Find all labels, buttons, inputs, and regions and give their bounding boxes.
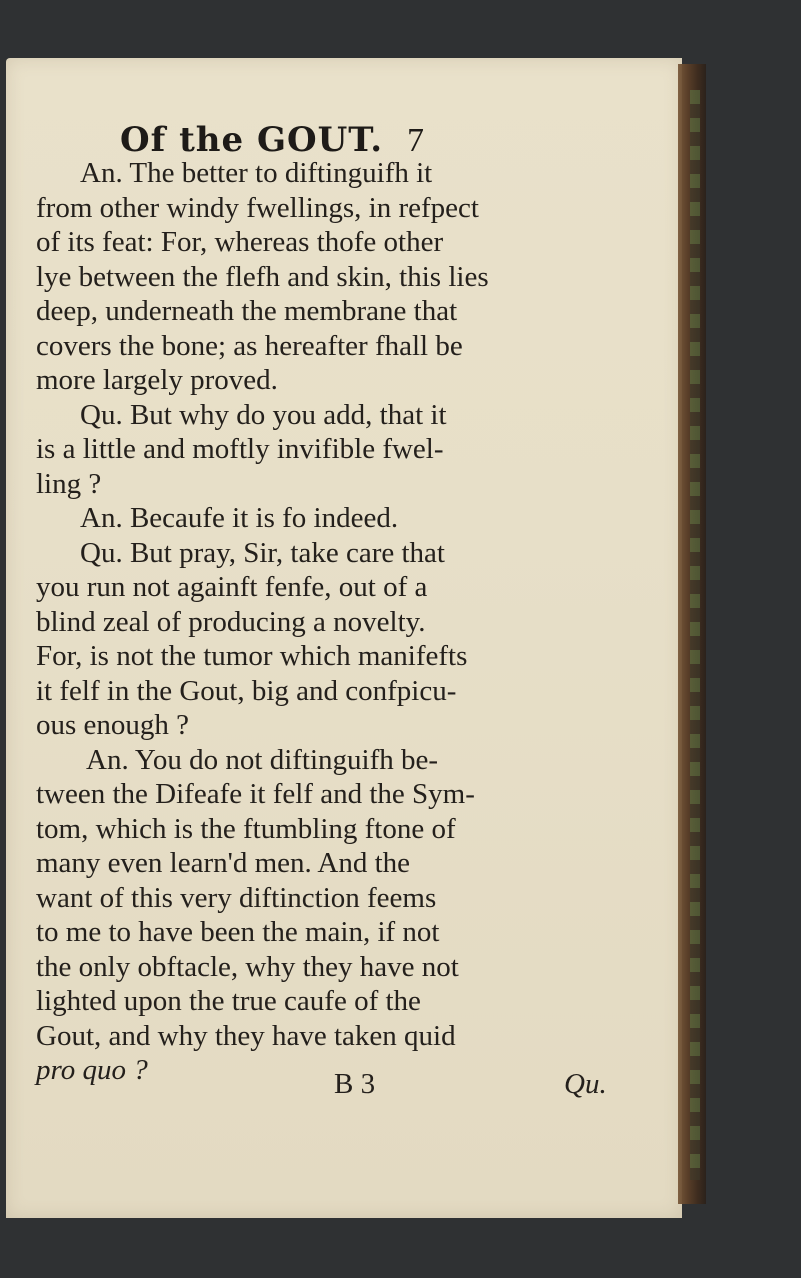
- text-line: An. Becaufe it is fo indeed.: [80, 502, 399, 534]
- running-title: Of the GOUT.: [120, 120, 384, 160]
- text-line: ling ?: [36, 467, 102, 500]
- text-line: many even learn'd men. And the: [36, 847, 411, 879]
- text-line: the only obftacle, why they have not: [36, 950, 459, 983]
- text-line: from other windy fwellings, in refpect: [36, 191, 479, 224]
- text-line: For, is not the tumor which manifefts: [36, 640, 468, 672]
- text-line: ous enough ?: [36, 709, 190, 741]
- text-line: An. You do not diftinguifh be-: [86, 743, 439, 776]
- text-line: tween the Difeafe it felf and the Sym-: [36, 778, 475, 810]
- text-line: pro quo ?: [36, 1054, 148, 1086]
- text-line: Gout, and why they have taken quid: [36, 1019, 456, 1052]
- page-header: [120, 120, 520, 160]
- book-edge-pattern: [690, 90, 700, 1180]
- text-line: want of this very diftinction feems: [36, 881, 437, 914]
- text-line: is a little and moftly invifible fwel-: [36, 433, 444, 465]
- text-line: of its feat: For, whereas thofe other: [36, 226, 444, 258]
- text-line: you run not againft fenfe, out of a: [36, 571, 428, 603]
- text-line: blind zeal of producing a novelty.: [36, 605, 426, 638]
- text-line: more largely proved.: [36, 364, 278, 396]
- text-line: to me to have been the main, if not: [36, 916, 440, 948]
- body-text: [36, 156, 676, 1088]
- text-line: covers the bone; as hereafter fhall be: [36, 329, 463, 362]
- text-line: An. The better to diftinguifh it: [80, 157, 433, 189]
- catchword: Qu.: [564, 1068, 607, 1100]
- text-line: Qu. But why do you add, that it: [80, 398, 447, 431]
- signature-mark: B 3: [334, 1068, 376, 1100]
- text-line: it felf in the Gout, big and confpicu-: [36, 674, 457, 707]
- page-number: 7: [407, 122, 425, 159]
- text-line: lighted upon the true caufe of the: [36, 985, 421, 1017]
- text-line: lye between the flefh and skin, this lies: [36, 260, 489, 293]
- text-line: tom, which is the ftumbling ftone of: [36, 812, 456, 845]
- text-line: Qu. But pray, Sir, take care that: [80, 536, 445, 569]
- text-line: deep, underneath the membrane that: [36, 295, 458, 327]
